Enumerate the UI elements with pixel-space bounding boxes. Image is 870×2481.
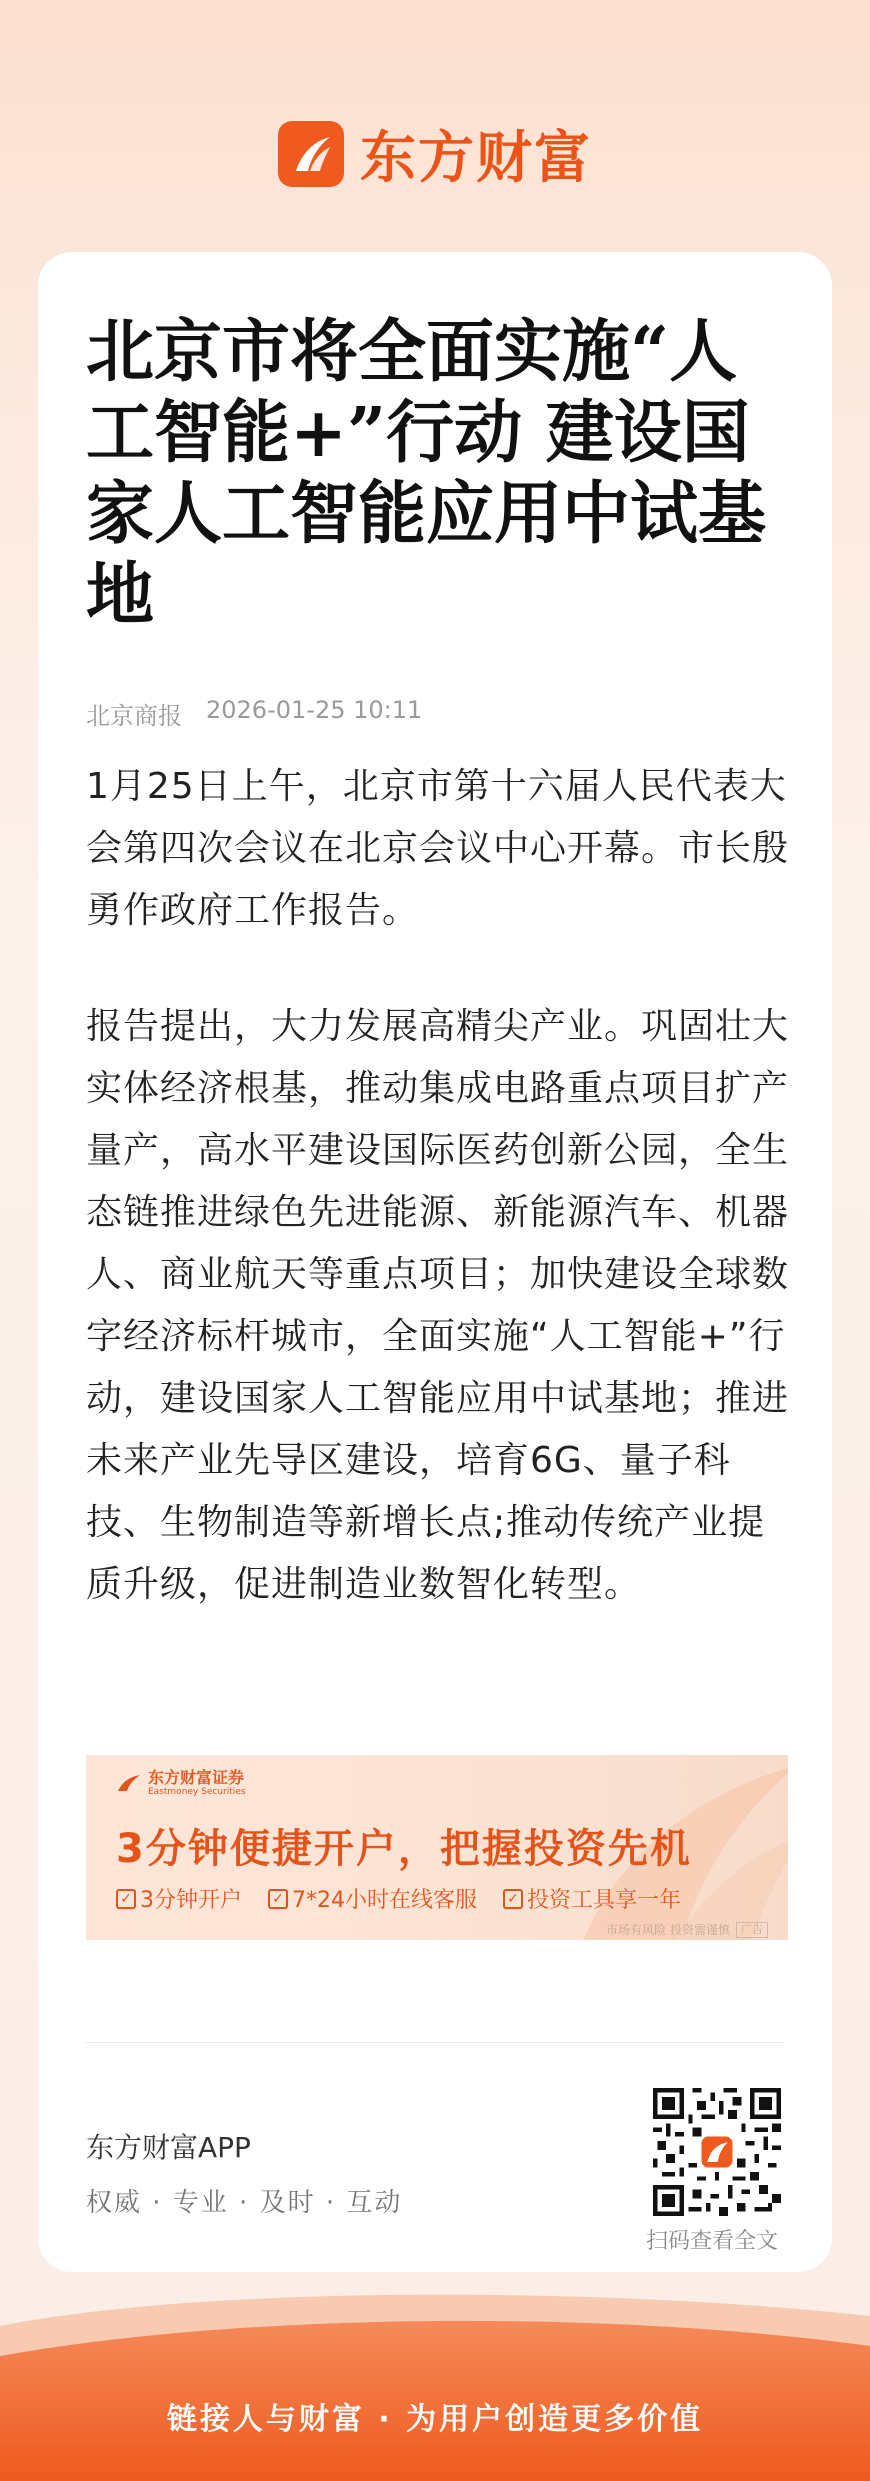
brand-name: 东方财富 — [360, 126, 592, 191]
article-datetime: 2026-01-25 10:11 — [206, 696, 423, 724]
ad-brand-name: 东方财富证券 — [148, 1768, 245, 1787]
bottom-banner-background — [0, 2286, 870, 2481]
check-icon: ✓ — [116, 1889, 136, 1909]
ad-feature — [268, 1883, 477, 1914]
qr-caption: 扫码查看全文 — [646, 2229, 779, 2254]
ad-feature-label: 3分钟开户 — [140, 1888, 242, 1913]
ad-disclaimer-text: 市场有风险 投资需谨慎 — [606, 1923, 730, 1937]
check-icon: ✓ — [503, 1889, 523, 1909]
article-meta — [86, 696, 422, 731]
ad-feature — [116, 1883, 242, 1914]
footer-divider — [86, 2042, 784, 2043]
eastmoney-securities-logo-icon — [116, 1773, 142, 1793]
ad-feature-list — [116, 1883, 681, 1914]
bottom-slogan: 链接人与财富 · 为用户创造更多价值 — [166, 2402, 704, 2437]
app-name: 东方财富APP — [86, 2131, 251, 2164]
article-paragraph: 1月25日上午，北京市第十六届人民代表大会第四次会议在北京会议中心开幕。市长殷勇作政府工作报告。 — [86, 766, 790, 931]
ad-feature — [503, 1883, 681, 1914]
ad-brand-name-en: Eastmoney Securities — [148, 1787, 246, 1797]
ad-tag: 广告 — [736, 1922, 768, 1938]
article-paragraph: 报告提出，大力发展高精尖产业。巩固壮大实体经济根基，推动集成电路重点项目扩产量产，高水平建设国际医药创新公园，全生态链推进绿色先进能源、新能源汽车、机器人、商业航天等重点项目；加快建设全球数字经济标杆城市，全面实施“人工智能+”行动，建设国家人工智能应用中试基地；推进未来产业先导区建设，培育6G、量子科技、生物制造等新增长点;推动传统产业提质升级，促进制造业数智化转型。 — [86, 1006, 790, 1605]
app-slogan: 权威 · 专业 · 及时 · 互动 — [86, 2188, 403, 2218]
ad-brand — [116, 1769, 245, 1797]
article-source: 北京商报 — [86, 702, 182, 730]
ad-feature-label: 投资工具享一年 — [527, 1888, 682, 1913]
ad-disclaimer — [606, 1921, 768, 1938]
article-title: 北京市将全面实施“人工智能+”行动 建设国家人工智能应用中试基地 — [86, 312, 767, 635]
ad-headline: 3分钟便捷开户，把握投资先机 — [116, 1826, 692, 1872]
check-icon: ✓ — [268, 1889, 288, 1909]
ad-feature-label: 7*24小时在线客服 — [292, 1888, 477, 1913]
brand-header — [0, 116, 870, 192]
article-card — [38, 252, 832, 2272]
eastmoney-logo-icon — [278, 121, 344, 187]
qr-code-icon[interactable] — [653, 2088, 781, 2216]
account-opening-ad-banner[interactable] — [86, 1755, 788, 1940]
